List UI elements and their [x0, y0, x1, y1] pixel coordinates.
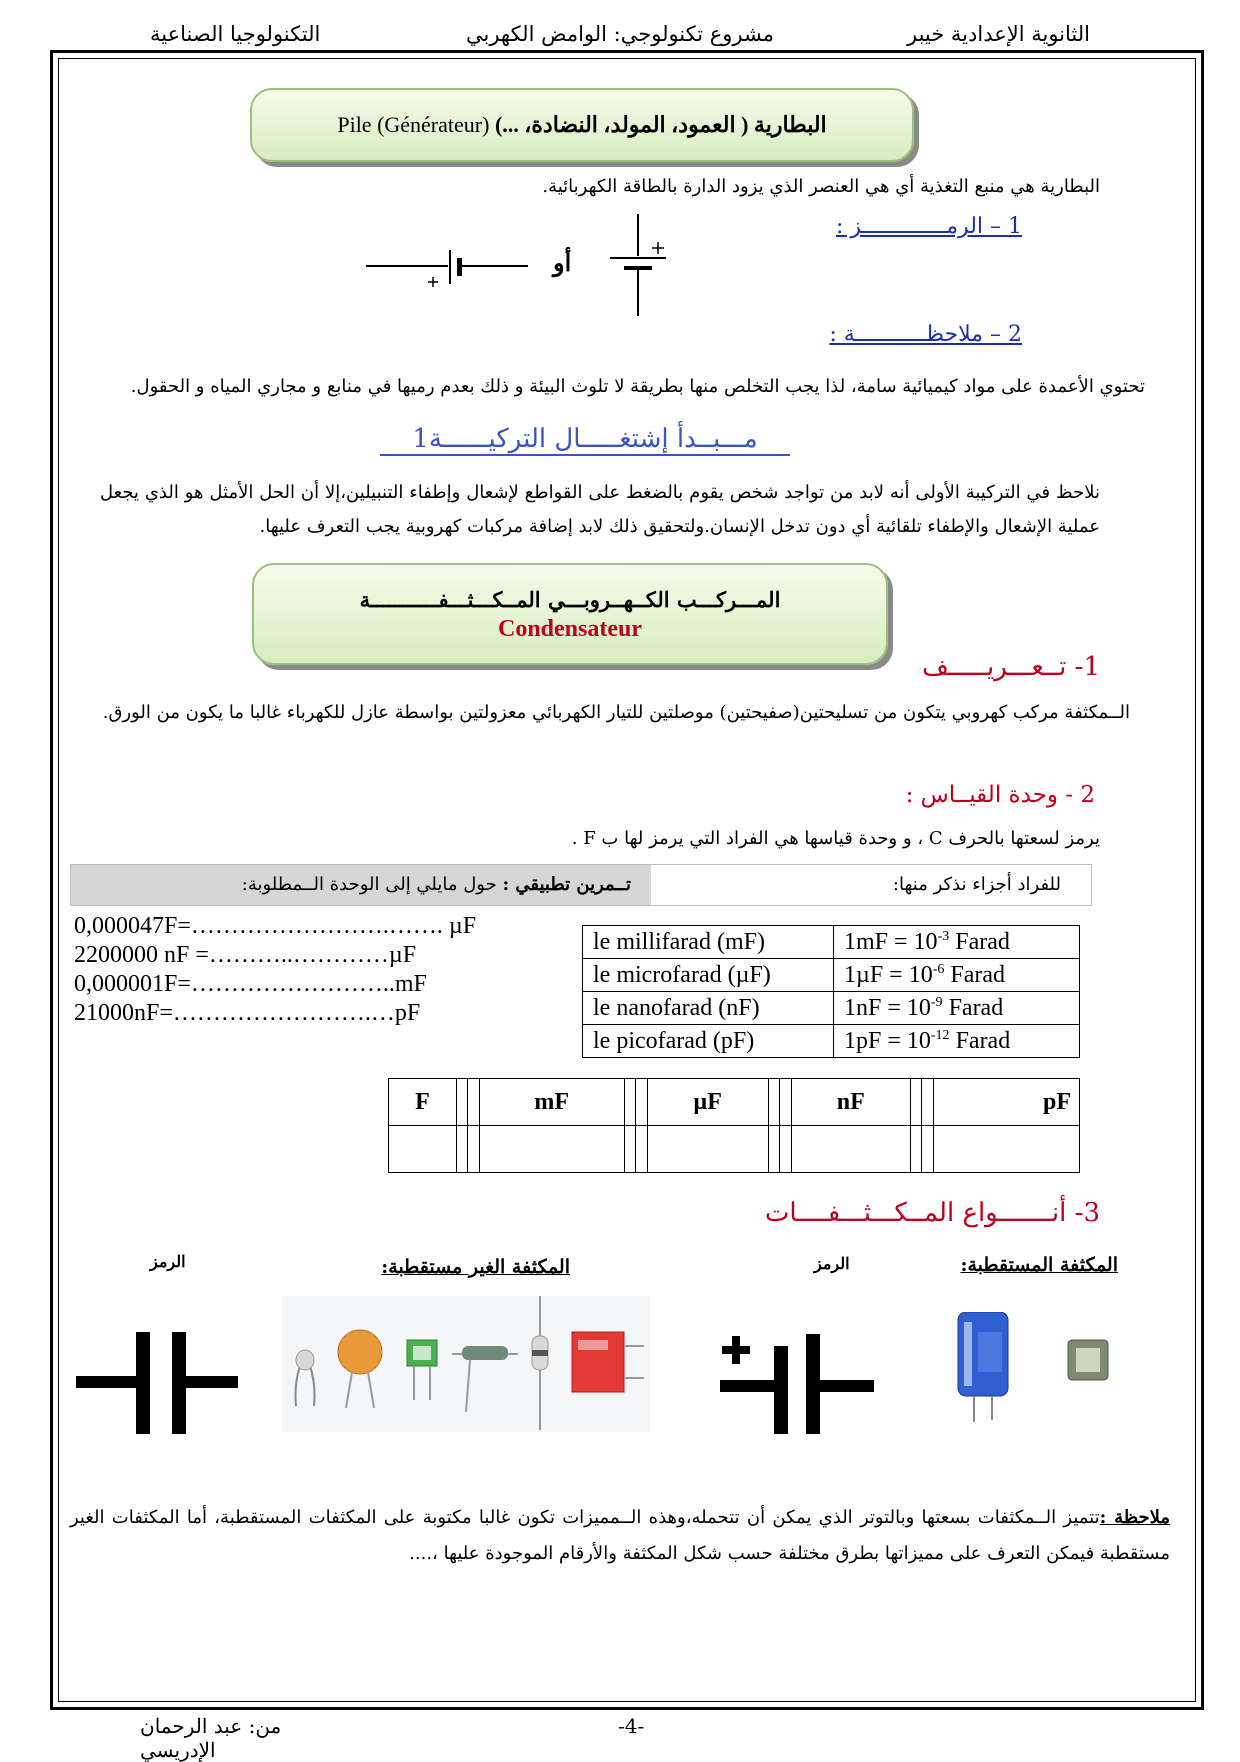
capacitor-title-box — [252, 563, 888, 665]
table-row — [583, 926, 1080, 959]
parts-text: للفراد أجزاء نذكر منها: — [892, 874, 1061, 895]
nonpolarized-capacitor-symbol — [72, 1328, 242, 1438]
unit-cell: pF — [933, 1079, 1079, 1126]
conversion-line: 2200000 nF =………..…………µF — [74, 942, 417, 968]
conversion-line: 21000nF=…………………….…pF — [74, 1000, 421, 1026]
battery-symbol-vertical — [610, 214, 666, 316]
battery-symbol-horizontal — [366, 250, 528, 287]
unit-cell — [636, 1079, 648, 1126]
battery-symbols — [360, 210, 680, 320]
fraction-value: $1mF = 10^{-3}$ Farad — [834, 926, 1080, 959]
unit-cell — [780, 1079, 792, 1126]
header-subject: التكنولوجيا الصناعية — [150, 22, 321, 46]
capacitor-definition-heading: 1- تــعـــريـــــف — [921, 652, 1100, 682]
fraction-name: le nanofarad (nF) — [583, 992, 834, 1025]
electrolytic-capacitor-photo — [952, 1312, 1022, 1424]
battery-title-box — [250, 88, 914, 162]
answer-cell[interactable] — [636, 1126, 648, 1173]
fraction-value: $1nF = 10^{-9}$ Farad — [834, 992, 1080, 1025]
answer-cell[interactable] — [768, 1126, 780, 1173]
answer-cell[interactable] — [933, 1126, 1079, 1173]
conversion-line: 0,000047F=…………………….……. µF — [74, 913, 477, 939]
unit-cell: F — [389, 1079, 457, 1126]
nonpolarized-label: المكثفة الغير مستقطبة: — [381, 1256, 570, 1278]
unit-cell — [468, 1079, 480, 1126]
capacitor-note-text: تتميز الــمكثفات بسعتها وبالتوتر الذي يمكن أن تتحمله،وهذه الــمميزات تكون غالبا مكتوبة على المكثفات المستقطبة، أما المكثفات الغير مستقطبة فيمكن التعرف على مميزاتها بطرق مختلفة حسب شكل المكثفة والأرقام الموجودة عليها ،.... — [70, 1507, 1170, 1564]
principle-heading: مـــبــدأ إشتغـــــال التركيــــــة1 — [380, 424, 790, 456]
answer-cell[interactable] — [922, 1126, 934, 1173]
unit-cell: µF — [647, 1079, 768, 1126]
battery-title-fr: Pile (Générateur) — [337, 112, 490, 137]
polarized-capacitor-symbol — [718, 1328, 878, 1438]
battery-or-label: أو — [553, 248, 572, 277]
answer-cell[interactable] — [456, 1126, 468, 1173]
unit-cell: mF — [479, 1079, 624, 1126]
answer-cell[interactable] — [780, 1126, 792, 1173]
battery-definition: البطارية هي منبع التغذية أي هي العنصر الذي يزود الدارة بالطاقة الكهربائية. — [542, 176, 1100, 197]
nonpolarized-capacitors-photo — [282, 1296, 650, 1432]
capacitor-unit-text: يرمز لسعتها بالحرف C ، و وحدة قياسها هي الفراد التي يرمز لها ب F . — [571, 828, 1100, 849]
farad-fractions-table — [582, 925, 1080, 1058]
battery-note-text: تحتوي الأعمدة على مواد كيميائية سامة، لذا يجب التخلص منها بطريقة لا تلوث البيئة و ذلك بعدم رميها في منابع و مجاري المياه و الحقول. — [130, 376, 1145, 397]
capacitor-note — [70, 1500, 1170, 1572]
unit-cell — [624, 1079, 636, 1126]
table-row — [583, 992, 1080, 1025]
unit-cell: nF — [791, 1079, 910, 1126]
capacitor-title-fr: Condensateur — [497, 616, 642, 642]
answer-cell[interactable] — [910, 1126, 922, 1173]
capacitor-definition-text: الــمكثفة مركب كهروبي يتكون من تسليحتين(صفيحتين) موصلتين للتيار الكهربائي معزولتين بواسطة عازل للكهرباء غالبا ما يكون من الورق. — [102, 702, 1130, 723]
conversion-line: 0,000001F=……………………..mF — [74, 971, 427, 997]
polarized-label: المكثفة المستقطبة: — [960, 1254, 1118, 1276]
footer-author: من: عبد الرحمان الإدريسي — [140, 1714, 282, 1762]
battery-title-ar: البطارية ( العمود، المولد، النضادة، ...) — [494, 112, 827, 137]
header-project: مشروع تكنولوجي: الوامض الكهربي — [465, 22, 775, 46]
fraction-value: $1pF = 10^{-12}$ Farad — [834, 1025, 1080, 1058]
table-row — [389, 1126, 1080, 1173]
battery-note-heading: 2 – ملاحظـــــــــــة : — [829, 322, 1022, 347]
answer-cell[interactable] — [389, 1126, 457, 1173]
fraction-name: le picofarad (pF) — [583, 1025, 834, 1058]
exercise-bar — [70, 864, 1092, 906]
footer-page-number: -4- — [618, 1714, 645, 1738]
battery-symbol-heading: 1 – الرمـــــــــــــز : — [835, 214, 1022, 239]
answer-cell[interactable] — [468, 1126, 480, 1173]
smd-capacitor-photo — [1066, 1336, 1112, 1386]
fraction-name: le microfarad (µF) — [583, 959, 834, 992]
unit-cell — [910, 1079, 922, 1126]
unit-cell — [768, 1079, 780, 1126]
exercise-text: حول مايلي إلى الوحدة الــمطلوبة: — [241, 874, 497, 895]
unit-cell — [922, 1079, 934, 1126]
answer-cell[interactable] — [624, 1126, 636, 1173]
answer-cell[interactable] — [791, 1126, 910, 1173]
capacitor-note-label: ملاحظة : — [1099, 1507, 1170, 1528]
table-row — [583, 1025, 1080, 1058]
table-row — [389, 1079, 1080, 1126]
unit-conversion-grid — [388, 1078, 1080, 1173]
nonpolarized-symbol-label: الرمز — [150, 1252, 186, 1271]
table-row — [583, 959, 1080, 992]
conversion-list — [74, 912, 514, 1028]
header-school: الثانوية الإعدادية خيبر — [906, 22, 1090, 46]
capacitor-types-heading: 3- أنـــــــواع المــكـــثـــفــــات — [764, 1198, 1100, 1228]
exercise-cell — [71, 865, 651, 905]
fraction-value: $1\mu F = 10^{-6}$ Farad — [834, 959, 1080, 992]
answer-cell[interactable] — [479, 1126, 624, 1173]
fraction-name: le millifarad (mF) — [583, 926, 834, 959]
capacitor-unit-heading: 2 - وحدة القيــاس : — [905, 782, 1095, 808]
answer-cell[interactable] — [647, 1126, 768, 1173]
polarized-symbol-label: الرمز — [814, 1254, 850, 1273]
capacitor-title-ar: المـــركـــب الكــهــروبـــي المــكـــثـــفـــــــــــة — [359, 587, 781, 612]
exercise-label: تــمرين تطبيقي : — [502, 874, 631, 895]
principle-text: نلاحظ في التركيبة الأولى أنه لابد من تواجد شخص يقوم بالضغط على القواطع لإشعال وإطفاء التنبيلين،إلا أن الحل الأمثل هو الذي يجعل عملية الإشعال والإطفاء تلقائية أي دون تدخل الإنسان.ولتحقيق ذلك لابد إضافة مركبات كهروبية يجب التعرف عليها. — [100, 482, 1100, 537]
unit-cell — [456, 1079, 468, 1126]
